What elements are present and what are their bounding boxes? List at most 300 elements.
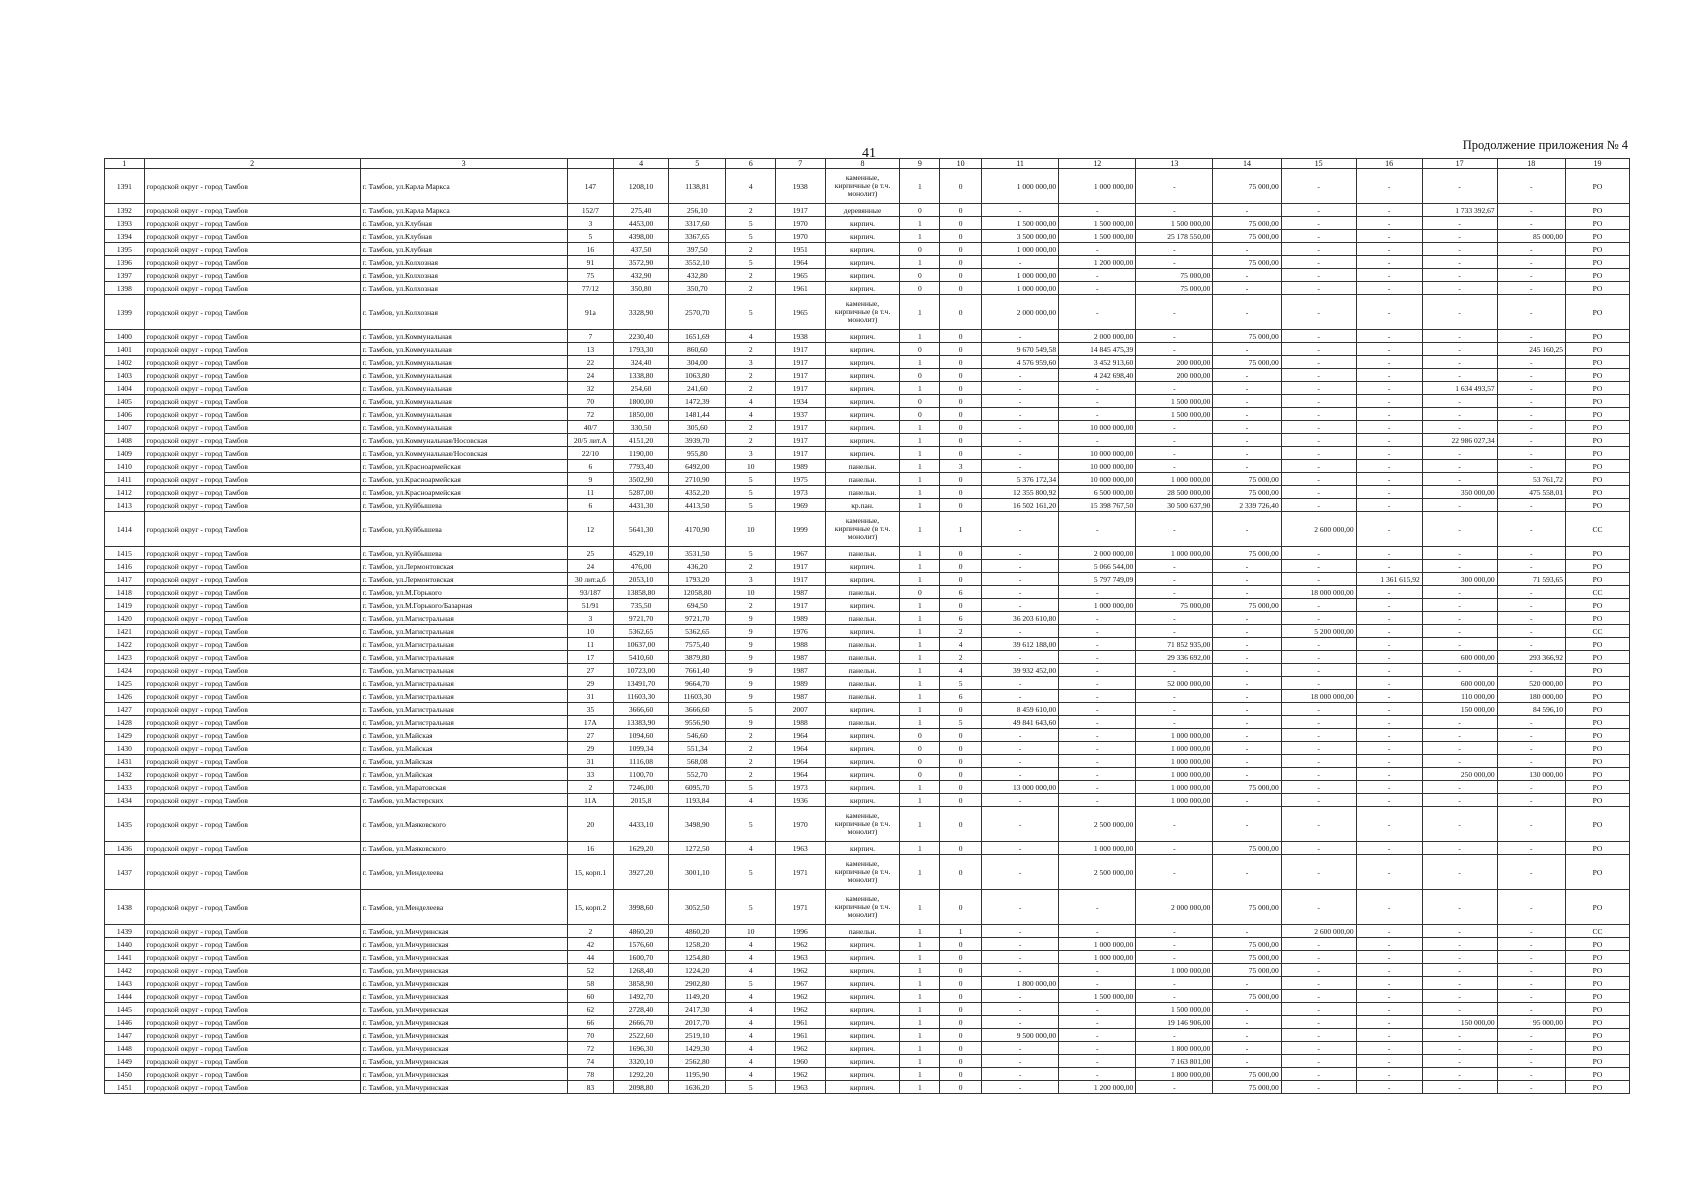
table-cell: - — [1356, 1029, 1422, 1042]
table-cell: 75 000,00 — [1213, 256, 1281, 269]
table-cell: 147 — [567, 169, 613, 204]
table-cell: - — [1422, 794, 1497, 807]
table-cell: 16 — [567, 243, 613, 256]
table-cell: 0 — [900, 243, 940, 256]
table-cell: - — [1281, 977, 1356, 990]
table-cell: кирпич. — [825, 755, 900, 768]
table-cell: - — [1059, 1029, 1136, 1042]
table-cell: РО — [1565, 282, 1629, 295]
table-cell: - — [1281, 499, 1356, 512]
table-cell: 1971 — [775, 855, 825, 890]
table-cell: г. Тамбов, ул.Мичуринская — [360, 1055, 567, 1068]
table-cell: 1850,00 — [614, 408, 669, 421]
table-cell: 1 — [900, 169, 940, 204]
table-cell: 13383,90 — [614, 716, 669, 729]
table-cell: СС — [1565, 625, 1629, 638]
table-cell: кирпич. — [825, 217, 900, 230]
table-cell: 2 — [726, 729, 776, 742]
table-cell: 3858,90 — [614, 977, 669, 990]
table-cell: 1 — [900, 651, 940, 664]
table-cell: - — [1213, 343, 1281, 356]
table-cell: - — [1281, 990, 1356, 1003]
table-cell: 7 — [567, 330, 613, 343]
table-cell: 83 — [567, 1081, 613, 1094]
table-cell: 0 — [900, 768, 940, 781]
table-cell: - — [1356, 269, 1422, 282]
table-cell: 5 — [726, 1081, 776, 1094]
table-cell: 0 — [940, 408, 982, 421]
table-cell: - — [1497, 1003, 1565, 1016]
table-cell: городской округ - город Тамбов — [144, 938, 360, 951]
table-cell: г. Тамбов, ул.Магистральная — [360, 703, 567, 716]
table-cell: городской округ - город Тамбов — [144, 356, 360, 369]
table-cell: 2 000 000,00 — [1136, 890, 1213, 925]
table-cell: 4170,90 — [669, 512, 726, 547]
table-cell: г. Тамбов, ул.Лермонтовская — [360, 573, 567, 586]
table-cell: 95 000,00 — [1497, 1016, 1565, 1029]
table-cell: 1917 — [775, 382, 825, 395]
table-cell: 10 000 000,00 — [1059, 473, 1136, 486]
table-cell: - — [1497, 638, 1565, 651]
table-cell: 4151,20 — [614, 434, 669, 447]
table-cell: 6 — [940, 612, 982, 625]
table-cell: - — [1497, 204, 1565, 217]
table-cell: - — [1356, 781, 1422, 794]
table-cell: панельн. — [825, 664, 900, 677]
table-cell: - — [1213, 925, 1281, 938]
table-cell: кирпич. — [825, 369, 900, 382]
table-cell: г. Тамбов, ул.Коммунальная — [360, 408, 567, 421]
table-cell: 14 845 475,39 — [1059, 343, 1136, 356]
table-cell: - — [1059, 794, 1136, 807]
table-cell: - — [1497, 282, 1565, 295]
table-cell: - — [1213, 512, 1281, 547]
table-cell: - — [1497, 1081, 1565, 1094]
table-cell: - — [1356, 625, 1422, 638]
table-cell: г. Тамбов, ул.Коммунальная — [360, 330, 567, 343]
table-cell: 2728,40 — [614, 1003, 669, 1016]
table-cell: панельн. — [825, 716, 900, 729]
table-cell: - — [1497, 977, 1565, 990]
table-cell: 5 — [726, 473, 776, 486]
table-cell: 3317,60 — [669, 217, 726, 230]
table-cell: - — [1136, 169, 1213, 204]
table-cell: - — [1497, 890, 1565, 925]
table-cell: - — [1213, 282, 1281, 295]
table-cell: 1951 — [775, 243, 825, 256]
table-row — [105, 842, 1630, 855]
table-cell: 3 452 913,60 — [1059, 356, 1136, 369]
table-cell: - — [982, 1055, 1059, 1068]
table-cell: 36 203 610,80 — [982, 612, 1059, 625]
table-cell: - — [1136, 204, 1213, 217]
table-cell: 1418 — [105, 586, 145, 599]
table-cell: 200 000,00 — [1136, 356, 1213, 369]
table-cell: РО — [1565, 434, 1629, 447]
table-cell: 1423 — [105, 651, 145, 664]
table-row — [105, 395, 1630, 408]
table-cell: - — [1059, 512, 1136, 547]
table-cell: городской округ - город Тамбов — [144, 612, 360, 625]
table-cell: - — [1059, 977, 1136, 990]
table-cell: - — [1213, 1016, 1281, 1029]
table-cell: 1224,20 — [669, 964, 726, 977]
table-cell: 4413,50 — [669, 499, 726, 512]
table-cell: - — [1059, 677, 1136, 690]
table-cell: городской округ - город Тамбов — [144, 295, 360, 330]
table-cell: 1 — [900, 1029, 940, 1042]
table-cell: 350,80 — [614, 282, 669, 295]
table-cell: - — [982, 1081, 1059, 1094]
table-cell: городской округ - город Тамбов — [144, 990, 360, 1003]
table-cell: г. Тамбов, ул.Мичуринская — [360, 1068, 567, 1081]
table-cell: 150 000,00 — [1422, 1016, 1497, 1029]
table-row — [105, 1081, 1630, 1094]
table-cell: - — [1136, 434, 1213, 447]
table-cell: г. Тамбов, ул.Мастерских — [360, 794, 567, 807]
table-cell: - — [982, 1003, 1059, 1016]
table-cell: - — [1281, 1081, 1356, 1094]
table-cell: 1 500 000,00 — [1136, 395, 1213, 408]
table-cell: г. Тамбов, ул.Куйбышева — [360, 499, 567, 512]
table-cell: - — [1136, 512, 1213, 547]
table-cell: - — [1356, 612, 1422, 625]
table-cell: 6 500 000,00 — [1059, 486, 1136, 499]
table-cell: - — [1281, 243, 1356, 256]
table-cell: 3927,20 — [614, 855, 669, 890]
table-row — [105, 638, 1630, 651]
table-cell: - — [982, 330, 1059, 343]
table-row — [105, 256, 1630, 269]
table-cell: - — [1281, 1029, 1356, 1042]
table-cell: - — [1422, 716, 1497, 729]
table-cell: г. Тамбов, ул.Куйбышева — [360, 547, 567, 560]
table-row — [105, 742, 1630, 755]
table-cell: РО — [1565, 1042, 1629, 1055]
table-cell: 17 — [567, 651, 613, 664]
table-cell: 1451 — [105, 1081, 145, 1094]
table-cell: - — [1136, 855, 1213, 890]
table-row — [105, 421, 1630, 434]
table-cell: - — [1213, 1042, 1281, 1055]
table-cell: г. Тамбов, ул.Коммунальная/Носовская — [360, 434, 567, 447]
table-cell: - — [1497, 243, 1565, 256]
table-cell: 4 — [940, 638, 982, 651]
table-cell: - — [1497, 460, 1565, 473]
column-header: 9 — [900, 159, 940, 169]
table-cell: 1965 — [775, 295, 825, 330]
table-cell: - — [1497, 1029, 1565, 1042]
table-cell: 1445 — [105, 1003, 145, 1016]
table-cell: 304,00 — [669, 356, 726, 369]
table-cell: 1254,80 — [669, 951, 726, 964]
table-cell: - — [1356, 560, 1422, 573]
table-cell: 1962 — [775, 938, 825, 951]
table-cell: - — [1281, 256, 1356, 269]
table-cell: - — [1356, 638, 1422, 651]
table-cell: 1636,20 — [669, 1081, 726, 1094]
table-cell: 4529,10 — [614, 547, 669, 560]
table-cell: 1 — [900, 486, 940, 499]
table-cell: 2666,70 — [614, 1016, 669, 1029]
table-cell: кирпич. — [825, 382, 900, 395]
table-cell: - — [1281, 1055, 1356, 1068]
table-cell: 1 — [900, 447, 940, 460]
table-cell: - — [1497, 664, 1565, 677]
table-body — [105, 169, 1630, 1094]
table-cell: 4 — [726, 938, 776, 951]
table-cell: РО — [1565, 755, 1629, 768]
table-cell: 293 366,92 — [1497, 651, 1565, 664]
table-cell: 22 986 027,34 — [1422, 434, 1497, 447]
table-cell: г. Тамбов, ул.Колхозная — [360, 256, 567, 269]
table-cell: - — [1281, 356, 1356, 369]
table-row — [105, 560, 1630, 573]
table-cell: - — [1281, 269, 1356, 282]
table-cell: 1 000 000,00 — [1059, 169, 1136, 204]
table-cell: 0 — [940, 295, 982, 330]
table-cell: - — [1213, 421, 1281, 434]
table-cell: 1481,44 — [669, 408, 726, 421]
table-cell: 1964 — [775, 729, 825, 742]
table-cell: 1397 — [105, 269, 145, 282]
table-cell: - — [1213, 434, 1281, 447]
table-cell: - — [1213, 295, 1281, 330]
table-cell: 18 000 000,00 — [1281, 586, 1356, 599]
table-cell: - — [1059, 729, 1136, 742]
table-cell: г. Тамбов, ул.Красноармейская — [360, 460, 567, 473]
table-cell: 9 — [726, 638, 776, 651]
table-cell: - — [1356, 486, 1422, 499]
table-cell: 70 — [567, 395, 613, 408]
table-cell: - — [1356, 755, 1422, 768]
table-cell: 475 558,01 — [1497, 486, 1565, 499]
table-cell: г. Тамбов, ул.Магистральная — [360, 638, 567, 651]
table-cell: - — [1422, 1003, 1497, 1016]
table-cell: городской округ - город Тамбов — [144, 755, 360, 768]
table-cell: г. Тамбов, ул.Клубная — [360, 243, 567, 256]
table-row — [105, 512, 1630, 547]
table-cell: РО — [1565, 855, 1629, 890]
table-cell: 4 — [726, 395, 776, 408]
table-cell: 5 797 749,09 — [1059, 573, 1136, 586]
table-cell: 2007 — [775, 703, 825, 716]
table-cell: 1996 — [775, 925, 825, 938]
table-cell: - — [1213, 1055, 1281, 1068]
table-cell: 305,60 — [669, 421, 726, 434]
table-cell: - — [1356, 651, 1422, 664]
table-cell: 5 — [726, 807, 776, 842]
table-cell: 3498,90 — [669, 807, 726, 842]
table-cell: 5 — [726, 703, 776, 716]
table-cell: 10 000 000,00 — [1059, 460, 1136, 473]
column-header — [567, 159, 613, 169]
table-cell: 1 000 000,00 — [1136, 547, 1213, 560]
table-cell: РО — [1565, 990, 1629, 1003]
table-cell: - — [1356, 282, 1422, 295]
table-cell: 15, корп.1 — [567, 855, 613, 890]
table-cell: г. Тамбов, ул.Красноармейская — [360, 486, 567, 499]
table-cell: г. Тамбов, ул.Маяковского — [360, 807, 567, 842]
table-cell: кирпич. — [825, 408, 900, 421]
table-cell: - — [1497, 421, 1565, 434]
table-cell: 1 — [900, 664, 940, 677]
table-cell: 1 000 000,00 — [1136, 755, 1213, 768]
table-cell: городской округ - город Тамбов — [144, 395, 360, 408]
table-cell: - — [1356, 1055, 1422, 1068]
table-row — [105, 382, 1630, 395]
table-cell: - — [1059, 408, 1136, 421]
table-cell: - — [1213, 408, 1281, 421]
table-cell: 0 — [940, 964, 982, 977]
table-cell: 2 — [726, 243, 776, 256]
table-cell: - — [1213, 447, 1281, 460]
table-cell: 0 — [940, 382, 982, 395]
table-cell: кирпич. — [825, 742, 900, 755]
table-cell: - — [982, 625, 1059, 638]
table-cell: 19 146 906,00 — [1136, 1016, 1213, 1029]
table-cell: 1917 — [775, 573, 825, 586]
table-cell: 1409 — [105, 447, 145, 460]
table-cell: 432,90 — [614, 269, 669, 282]
table-cell: РО — [1565, 677, 1629, 690]
table-cell: - — [1497, 382, 1565, 395]
table-cell: - — [1497, 1055, 1565, 1068]
table-cell: - — [1281, 573, 1356, 586]
table-cell: г. Тамбов, ул.Магистральная — [360, 690, 567, 703]
table-cell: 10723,00 — [614, 664, 669, 677]
table-cell: - — [1356, 690, 1422, 703]
table-cell: - — [1497, 256, 1565, 269]
table-cell: 7575,40 — [669, 638, 726, 651]
table-cell: 2 000 000,00 — [1059, 547, 1136, 560]
table-cell: 9556,90 — [669, 716, 726, 729]
table-cell: 1 — [900, 703, 940, 716]
table-cell: - — [1422, 243, 1497, 256]
table-cell: 5 — [726, 547, 776, 560]
table-cell: 93/187 — [567, 586, 613, 599]
table-cell: кирпич. — [825, 1081, 900, 1094]
table-cell: городской округ - город Тамбов — [144, 330, 360, 343]
table-cell: 1 000 000,00 — [982, 169, 1059, 204]
table-cell: - — [1059, 612, 1136, 625]
table-cell: г. Тамбов, ул.Мичуринская — [360, 990, 567, 1003]
table-cell: 1 — [900, 625, 940, 638]
table-cell: - — [1281, 794, 1356, 807]
table-cell: - — [1136, 421, 1213, 434]
table-cell: городской округ - город Тамбов — [144, 230, 360, 243]
table-cell: панельн. — [825, 677, 900, 690]
table-cell: 0 — [940, 990, 982, 1003]
table-cell: г. Тамбов, ул.Карла Маркса — [360, 169, 567, 204]
table-cell: 1989 — [775, 612, 825, 625]
table-cell: 78 — [567, 1068, 613, 1081]
table-cell: - — [1422, 925, 1497, 938]
table-cell: - — [1356, 460, 1422, 473]
table-cell: - — [1059, 638, 1136, 651]
table-cell: - — [1497, 1068, 1565, 1081]
table-cell: РО — [1565, 842, 1629, 855]
table-cell: 1961 — [775, 1016, 825, 1029]
table-cell: - — [1422, 781, 1497, 794]
table-cell: - — [1422, 1055, 1497, 1068]
table-cell: - — [1059, 742, 1136, 755]
table-cell: 1 500 000,00 — [1136, 1003, 1213, 1016]
table-cell: 1442 — [105, 964, 145, 977]
table-cell: 29 336 692,00 — [1136, 651, 1213, 664]
table-cell: 75 000,00 — [1213, 486, 1281, 499]
table-cell: 5 066 544,00 — [1059, 560, 1136, 573]
table-cell: - — [982, 855, 1059, 890]
table-cell: - — [982, 408, 1059, 421]
table-cell: - — [1422, 742, 1497, 755]
table-cell: 520 000,00 — [1497, 677, 1565, 690]
table-cell: 2570,70 — [669, 295, 726, 330]
table-cell: - — [1422, 755, 1497, 768]
table-cell: 5 — [726, 486, 776, 499]
table-cell: 1 — [900, 1003, 940, 1016]
table-cell: г. Тамбов, ул.Менделеева — [360, 890, 567, 925]
table-cell: - — [1213, 204, 1281, 217]
table-cell: 3666,60 — [614, 703, 669, 716]
table-cell: 436,20 — [669, 560, 726, 573]
table-cell: 1258,20 — [669, 938, 726, 951]
table-cell: 4 — [726, 794, 776, 807]
table-cell: - — [1136, 295, 1213, 330]
table-cell: - — [1422, 282, 1497, 295]
table-cell: 0 — [940, 842, 982, 855]
table-cell: - — [1059, 1055, 1136, 1068]
table-cell: 10 000 000,00 — [1059, 421, 1136, 434]
table-cell: 1417 — [105, 573, 145, 586]
table-row — [105, 486, 1630, 499]
table-cell: г. Тамбов, ул.Майская — [360, 729, 567, 742]
table-cell: - — [1356, 729, 1422, 742]
table-cell: 1429,30 — [669, 1042, 726, 1055]
table-cell: 3328,90 — [614, 295, 669, 330]
table-cell: 180 000,00 — [1497, 690, 1565, 703]
table-cell: кирпич. — [825, 1016, 900, 1029]
table-cell: панельн. — [825, 612, 900, 625]
table-cell: 2 600 000,00 — [1281, 512, 1356, 547]
table-cell: г. Тамбов, ул.Мичуринская — [360, 1042, 567, 1055]
table-cell: - — [1497, 755, 1565, 768]
table-cell: 11 — [567, 638, 613, 651]
table-cell: 6 — [940, 586, 982, 599]
table-cell: - — [982, 1068, 1059, 1081]
table-cell: городской округ - город Тамбов — [144, 204, 360, 217]
table-cell: - — [1422, 1068, 1497, 1081]
table-cell: 2 — [726, 742, 776, 755]
table-cell: 5641,30 — [614, 512, 669, 547]
table-cell: 1 — [900, 638, 940, 651]
table-row — [105, 204, 1630, 217]
table-cell: 1400 — [105, 330, 145, 343]
table-row — [105, 990, 1630, 1003]
column-header: 3 — [360, 159, 567, 169]
table-cell: 5287,00 — [614, 486, 669, 499]
table-cell: - — [1059, 269, 1136, 282]
table-cell: - — [1356, 1068, 1422, 1081]
table-cell: 1272,50 — [669, 842, 726, 855]
table-cell: 1 — [900, 938, 940, 951]
table-cell: - — [982, 599, 1059, 612]
table-cell: - — [1213, 269, 1281, 282]
table-cell: - — [982, 547, 1059, 560]
table-cell: РО — [1565, 460, 1629, 473]
table-cell: - — [1422, 599, 1497, 612]
table-cell: - — [1136, 560, 1213, 573]
